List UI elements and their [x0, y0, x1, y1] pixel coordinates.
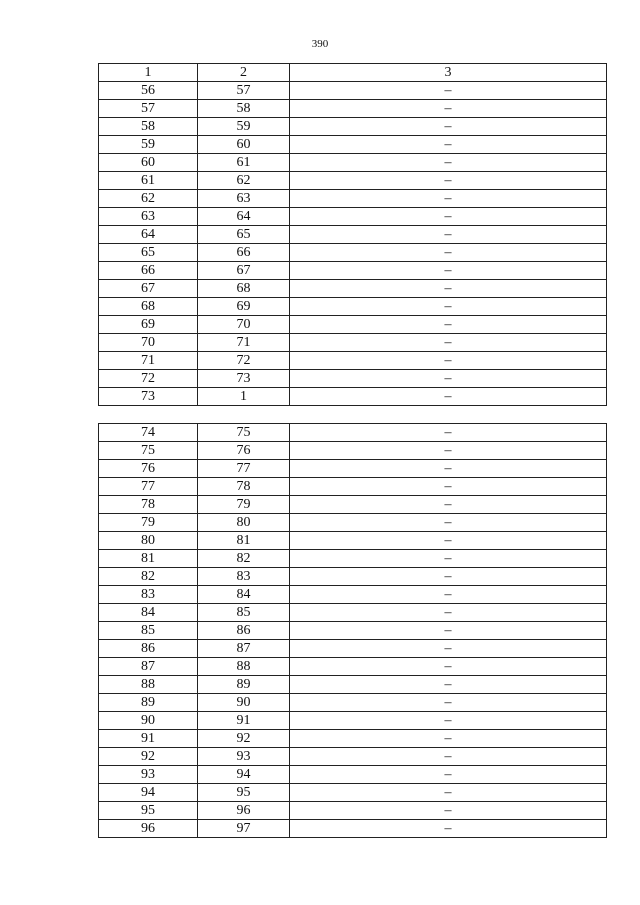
table-cell-col-3: –: [290, 262, 607, 280]
table-cell-col-3: –: [290, 676, 607, 694]
table-cell-col-1: 91: [99, 730, 198, 748]
table-cell-col-1: 92: [99, 748, 198, 766]
table-cell-col-1: 96: [99, 820, 198, 838]
table-cell-col-1: 95: [99, 802, 198, 820]
table-cell-col-3: –: [290, 244, 607, 262]
table-cell-col-1: 70: [99, 334, 198, 352]
table-cell-col-3: –: [290, 820, 607, 838]
table-row: [99, 766, 607, 784]
table-cell-col-1: 58: [99, 118, 198, 136]
table-cell-col-1: 62: [99, 190, 198, 208]
table-cell-col-2: 62: [198, 172, 290, 190]
table-cell-col-3: –: [290, 118, 607, 136]
table-cell-col-1: 83: [99, 586, 198, 604]
table-cell-col-2: 82: [198, 550, 290, 568]
table-row: [99, 226, 607, 244]
table-cell-col-1: 94: [99, 784, 198, 802]
table-cell-col-1: 64: [99, 226, 198, 244]
table-cell-col-1: 60: [99, 154, 198, 172]
table-row: [99, 460, 607, 478]
table-cell-col-3: –: [290, 496, 607, 514]
table-row: [99, 118, 607, 136]
table-gap-cell: [99, 406, 607, 424]
table-cell-col-1: 65: [99, 244, 198, 262]
table-cell-col-1: 88: [99, 676, 198, 694]
table-cell-col-2: 87: [198, 640, 290, 658]
table-cell-col-3: –: [290, 280, 607, 298]
table-cell-col-2: 58: [198, 100, 290, 118]
table-cell-col-1: 93: [99, 766, 198, 784]
table-row: [99, 478, 607, 496]
table-cell-col-2: 60: [198, 136, 290, 154]
table-cell-col-3: –: [290, 172, 607, 190]
table-row: [99, 730, 607, 748]
table-cell-col-2: 91: [198, 712, 290, 730]
table-row: [99, 442, 607, 460]
table-row: [99, 622, 607, 640]
table-cell-col-1: 85: [99, 622, 198, 640]
table-cell-col-2: 90: [198, 694, 290, 712]
table-row: [99, 262, 607, 280]
table-row: [99, 496, 607, 514]
table-row: [99, 550, 607, 568]
table-cell-col-1: 67: [99, 280, 198, 298]
table-cell-col-2: 86: [198, 622, 290, 640]
table-cell-col-3: –: [290, 514, 607, 532]
table-cell-col-1: 80: [99, 532, 198, 550]
table-cell-col-3: –: [290, 388, 607, 406]
table-cell-col-1: 89: [99, 694, 198, 712]
table-row: [99, 514, 607, 532]
table-cell-col-3: –: [290, 136, 607, 154]
table-cell-col-3: –: [290, 568, 607, 586]
table-cell-col-3: –: [290, 532, 607, 550]
table-cell-col-2: 84: [198, 586, 290, 604]
table-row: [99, 604, 607, 622]
table-cell-col-2: 68: [198, 280, 290, 298]
table-cell-col-1: 79: [99, 514, 198, 532]
table-row: [99, 352, 607, 370]
table-cell-col-1: 84: [99, 604, 198, 622]
table-row: [99, 298, 607, 316]
table-cell-col-1: 74: [99, 424, 198, 442]
table-cell-col-1: 73: [99, 388, 198, 406]
table-cell-col-3: –: [290, 550, 607, 568]
table-row: [99, 424, 607, 442]
table-cell-col-3: –: [290, 208, 607, 226]
table-cell-col-3: –: [290, 604, 607, 622]
table-cell-col-3: –: [290, 424, 607, 442]
table-cell-col-3: –: [290, 586, 607, 604]
table-cell-col-3: –: [290, 766, 607, 784]
table-cell-col-2: 63: [198, 190, 290, 208]
table-cell-col-2: 80: [198, 514, 290, 532]
table-cell-col-3: –: [290, 712, 607, 730]
table-cell-col-3: –: [290, 784, 607, 802]
table-cell-col-2: 65: [198, 226, 290, 244]
table-cell-col-2: 95: [198, 784, 290, 802]
table-row: [99, 532, 607, 550]
table-row: [99, 658, 607, 676]
table-row: [99, 136, 607, 154]
table-cell-col-1: 81: [99, 550, 198, 568]
table-row: [99, 676, 607, 694]
table-cell-col-2: 66: [198, 244, 290, 262]
table-cell-col-2: 79: [198, 496, 290, 514]
table-cell-col-2: 97: [198, 820, 290, 838]
table-cell-col-1: 56: [99, 82, 198, 100]
table-cell-col-1: 75: [99, 442, 198, 460]
table-cell-col-3: –: [290, 352, 607, 370]
header-col-2: 2: [198, 64, 290, 82]
table-cell-col-1: 59: [99, 136, 198, 154]
table-cell-col-1: 69: [99, 316, 198, 334]
table-gap-row: [99, 406, 607, 424]
table-cell-col-1: 68: [99, 298, 198, 316]
table-cell-col-1: 86: [99, 640, 198, 658]
table-cell-col-3: –: [290, 802, 607, 820]
table-cell-col-3: –: [290, 226, 607, 244]
table-row: [99, 154, 607, 172]
table-row: [99, 568, 607, 586]
table-cell-col-1: 76: [99, 460, 198, 478]
table-row: [99, 712, 607, 730]
table-row: [99, 784, 607, 802]
table-cell-col-2: 92: [198, 730, 290, 748]
table-row: [99, 748, 607, 766]
table-row: [99, 802, 607, 820]
table-cell-col-2: 88: [198, 658, 290, 676]
table-row: [99, 280, 607, 298]
table-cell-col-3: –: [290, 190, 607, 208]
table-row: [99, 190, 607, 208]
table-cell-col-2: 89: [198, 676, 290, 694]
table-cell-col-2: 69: [198, 298, 290, 316]
table-cell-col-3: –: [290, 460, 607, 478]
table-row: [99, 694, 607, 712]
table-cell-col-2: 78: [198, 478, 290, 496]
table-header-row: [99, 64, 607, 82]
table-cell-col-2: 70: [198, 316, 290, 334]
table-cell-col-3: –: [290, 100, 607, 118]
table-cell-col-2: 81: [198, 532, 290, 550]
table-cell-col-2: 83: [198, 568, 290, 586]
table-cell-col-2: 96: [198, 802, 290, 820]
table-cell-col-3: –: [290, 622, 607, 640]
table-row: [99, 208, 607, 226]
table-row: [99, 100, 607, 118]
table-row: [99, 334, 607, 352]
table-cell-col-2: 61: [198, 154, 290, 172]
table-row: [99, 820, 607, 838]
table-cell-col-2: 94: [198, 766, 290, 784]
table-cell-col-3: –: [290, 298, 607, 316]
table-cell-col-2: 1: [198, 388, 290, 406]
table-row: [99, 640, 607, 658]
table-cell-col-2: 77: [198, 460, 290, 478]
table-cell-col-1: 82: [99, 568, 198, 586]
table-cell-col-1: 78: [99, 496, 198, 514]
table-row: [99, 244, 607, 262]
table-cell-col-1: 87: [99, 658, 198, 676]
table-row: [99, 586, 607, 604]
table-row: [99, 82, 607, 100]
table-cell-col-1: 61: [99, 172, 198, 190]
table-cell-col-2: 93: [198, 748, 290, 766]
page-number: 390: [311, 38, 329, 50]
table-cell-col-3: –: [290, 82, 607, 100]
table-cell-col-1: 63: [99, 208, 198, 226]
table-row: [99, 316, 607, 334]
table-cell-col-2: 85: [198, 604, 290, 622]
table-cell-col-2: 75: [198, 424, 290, 442]
table-cell-col-2: 73: [198, 370, 290, 388]
table-cell-col-3: –: [290, 730, 607, 748]
table-cell-col-3: –: [290, 658, 607, 676]
table-cell-col-3: –: [290, 442, 607, 460]
table-cell-col-2: 64: [198, 208, 290, 226]
table-row: [99, 388, 607, 406]
table-cell-col-3: –: [290, 370, 607, 388]
table-cell-col-3: –: [290, 640, 607, 658]
table-cell-col-1: 72: [99, 370, 198, 388]
table-cell-col-3: –: [290, 154, 607, 172]
table-cell-col-3: –: [290, 694, 607, 712]
table-row: [99, 172, 607, 190]
data-table: [98, 63, 607, 838]
table-cell-col-3: –: [290, 748, 607, 766]
table-cell-col-1: 57: [99, 100, 198, 118]
table-cell-col-1: 77: [99, 478, 198, 496]
table-cell-col-1: 66: [99, 262, 198, 280]
table-cell-col-2: 59: [198, 118, 290, 136]
table-cell-col-3: –: [290, 316, 607, 334]
table-cell-col-2: 67: [198, 262, 290, 280]
table-cell-col-3: –: [290, 334, 607, 352]
table-cell-col-3: –: [290, 478, 607, 496]
table-cell-col-1: 71: [99, 352, 198, 370]
table-cell-col-2: 76: [198, 442, 290, 460]
table-cell-col-1: 90: [99, 712, 198, 730]
header-col-1: 1: [99, 64, 198, 82]
table-cell-col-2: 71: [198, 334, 290, 352]
table-cell-col-2: 57: [198, 82, 290, 100]
header-col-3: 3: [290, 64, 607, 82]
table-row: [99, 370, 607, 388]
table-cell-col-2: 72: [198, 352, 290, 370]
